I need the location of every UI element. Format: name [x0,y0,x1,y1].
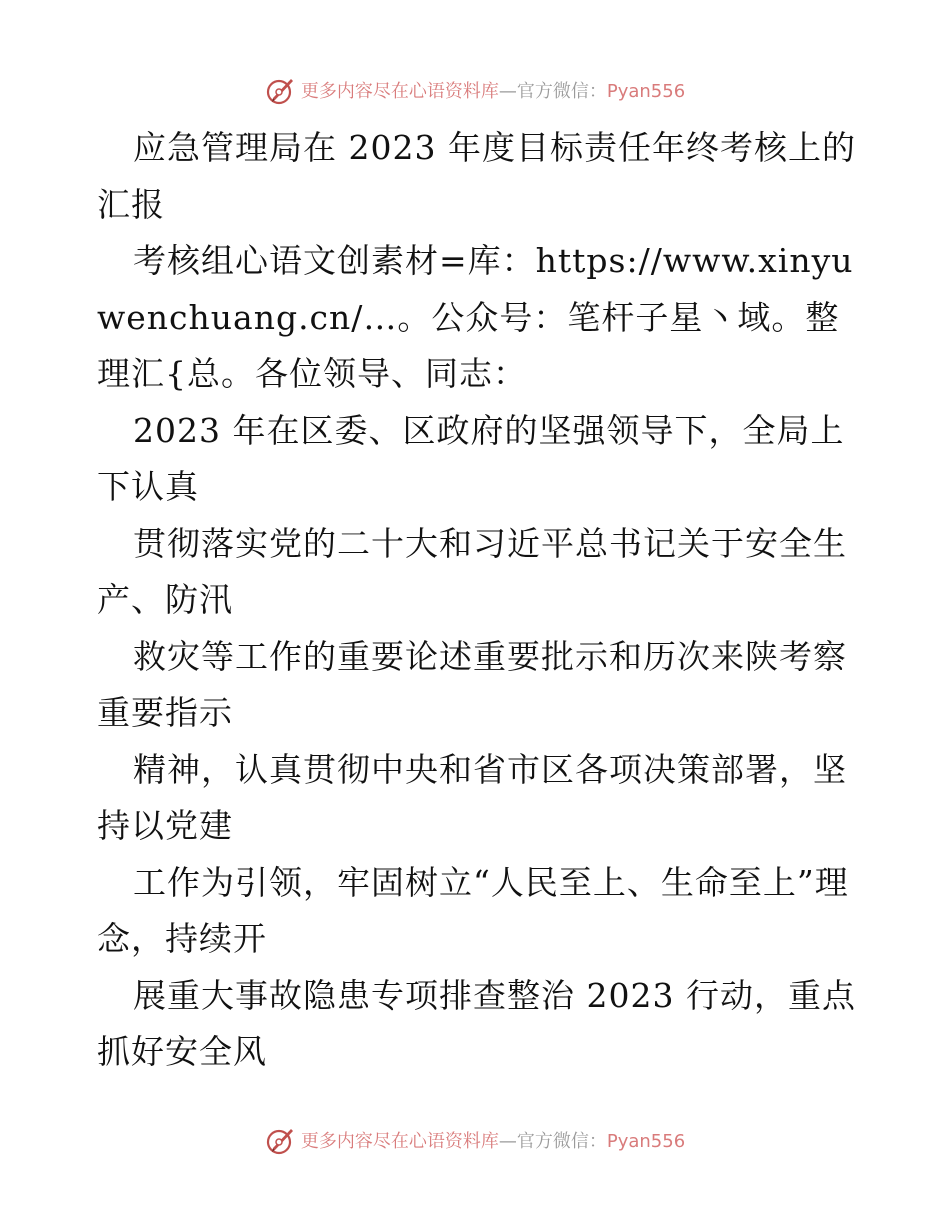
banner-main-text: 更多内容尽在心语资料库 [300,1131,499,1152]
document-paragraph: 2023 年在区委、区政府的坚强领导下，全局上下认真 [97,410,845,506]
header-watermark-banner [0,70,950,110]
banner-wechat-id: Pyan556 [606,1131,686,1152]
banner-wechat-label: 官方微信： [516,81,607,102]
document-paragraph: 考核组心语文创素材=库：https://www.xinyuwenchuang.cn/…。公众号：笔杆子星丶域。整理汇{总。各位领导、同志： [97,241,854,393]
banner-wechat-label: 官方微信： [516,1131,607,1152]
banner-main-text: 更多内容尽在心语资料库 [300,81,499,102]
banner-wechat-id: Pyan556 [606,81,686,102]
banner-separator: — [498,81,517,102]
quill-pen-logo-icon [265,74,297,106]
document-paragraph: 工作为引领，牢固树立“人民至上、生命至上”理念，持续开 [97,862,849,958]
document-body [97,120,857,1081]
document-paragraph: 精神，认真贯彻中央和省市区各项决策部署，坚持以党建 [97,749,847,845]
footer-watermark-banner [0,1120,950,1160]
document-paragraph: 贯彻落实党的二十大和习近平总书记关于安全生产、防汛 [97,523,847,619]
document-paragraph: 救灾等工作的重要论述重要批示和历次来陕考察重要指示 [97,636,847,732]
document-paragraph: 展重大事故隐患专项排查整治 2023 行动，重点抓好安全风 [97,975,856,1071]
banner-separator: — [498,1131,517,1152]
document-paragraph: 应急管理局在 2023 年度目标责任年终考核上的汇报 [97,128,856,224]
footer-watermark-text [301,1127,685,1153]
quill-pen-logo-icon [265,1124,297,1156]
header-watermark-text [301,77,685,103]
